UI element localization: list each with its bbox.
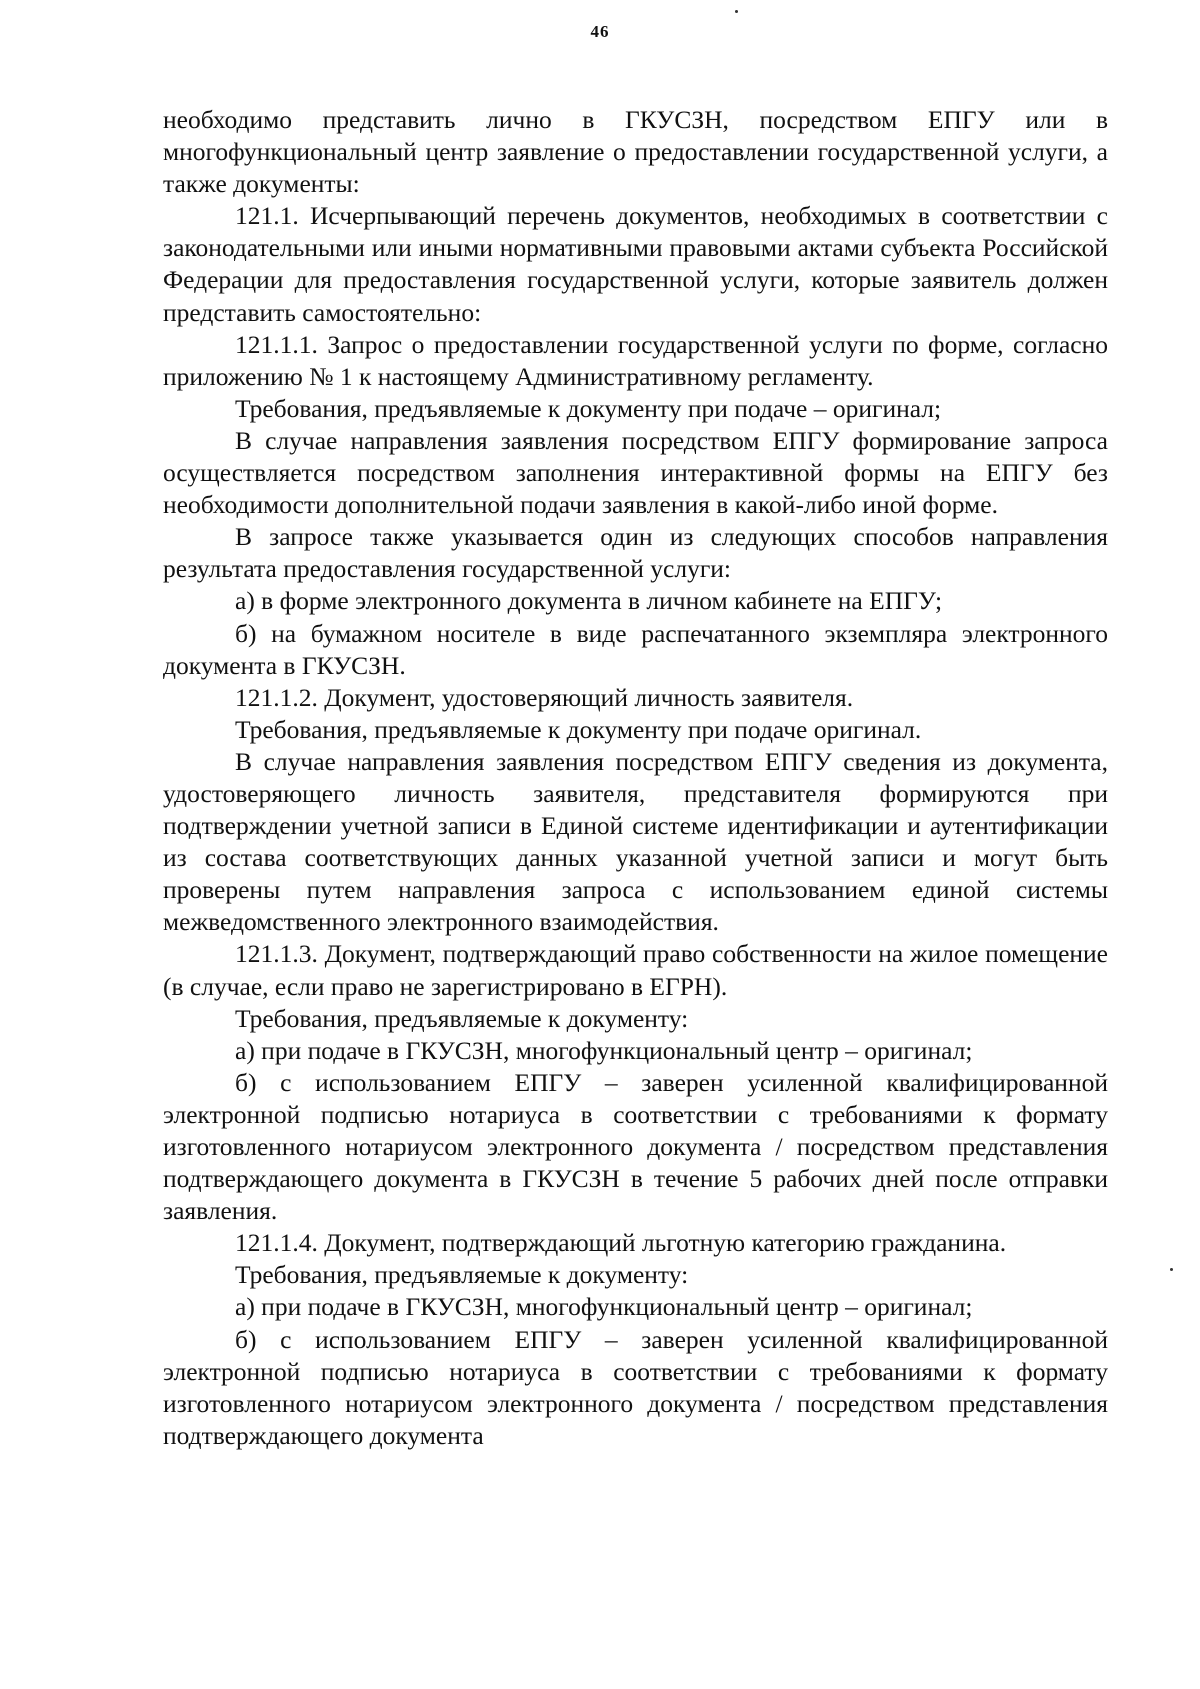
paragraph-req-b: б) с использованием ЕПГУ – заверен усиленной квалифицированной электронной подписью нотариуса в соответствии с требованиями к формату изготовленного нотариусом электронного документа / посредством представления подтверждающего документа в ГКУСЗН в течение 5 рабочих дней после отправки заявления. xyxy=(163,1067,1108,1226)
paragraph-req-b-2: б) с использованием ЕПГУ – заверен усиленной квалифицированной электронной подписью нотариуса в соответствии с требованиями к формату изготовленного нотариусом электронного документа / посредством представления подтверждающего документа xyxy=(163,1324,1108,1450)
scan-speck xyxy=(1170,1268,1173,1271)
paragraph-option-b: б) на бумажном носителе в виде распечатанного экземпляра электронного документа в ГКУСЗН. xyxy=(163,618,1108,680)
scan-speck xyxy=(735,10,738,13)
paragraph-req-a-2: а) при подаче в ГКУСЗН, многофункциональный центр – оригинал; xyxy=(235,1292,973,1322)
paragraph-result-method: В запросе также указывается один из следующих способов направления результата предоставления государственной услуги: xyxy=(163,522,1108,584)
paragraph-option-a: а) в форме электронного документа в личном кабинете на ЕПГУ; xyxy=(235,586,943,616)
paragraph-intro: необходимо представить лично в ГКУСЗН, посредством ЕПГУ или в многофункциональный центр заявление о предоставлении государственной услуги, а также документы: xyxy=(163,105,1108,199)
paragraph-requirements-original: Требования, предъявляемые к документу при подаче – оригинал; xyxy=(235,393,942,423)
paragraph-requirements-header-2: Требования, предъявляемые к документу: xyxy=(235,1260,689,1290)
paragraph-requirements-original-2: Требования, предъявляемые к документу при подаче оригинал. xyxy=(235,714,922,744)
document-body xyxy=(163,104,1108,1452)
paragraph-identity-esia: В случае направления заявления посредством ЕПГУ сведения из документа, удостоверяющего личность заявителя, представителя формируются при подтверждении учетной записи в Единой системе идентификации и аутентификации из состава соответствующих данных указанной учетной записи и могут быть проверены путем направления запроса с использованием единой системы межведомственного электронного взаимодействия. xyxy=(163,746,1108,937)
paragraph-requirements-header: Требования, предъявляемые к документу: xyxy=(235,1003,689,1033)
paragraph-121-1-2: 121.1.2. Документ, удостоверяющий личность заявителя. xyxy=(235,682,854,712)
page-number: 46 xyxy=(590,22,610,41)
paragraph-req-a: а) при подаче в ГКУСЗН, многофункциональный центр – оригинал; xyxy=(235,1035,973,1065)
paragraph-epgu-form: В случае направления заявления посредством ЕПГУ формирование запроса осуществляется посредством заполнения интерактивной формы на ЕПГУ без необходимости дополнительной подачи заявления в какой-либо иной форме. xyxy=(163,425,1108,520)
paragraph-121-1: 121.1. Исчерпывающий перечень документов, необходимых в соответствии с законодательными или иными нормативными правовыми актами субъекта Российской Федерации для предоставления государственной услуги, которые заявитель должен представить самостоятельно: xyxy=(163,201,1108,327)
paragraph-121-1-1: 121.1.1. Запрос о предоставлении государственной услуги по форме, согласно приложению № 1 к настоящему Административному регламенту. xyxy=(163,329,1108,391)
paragraph-121-1-3: 121.1.3. Документ, подтверждающий право собственности на жилое помещение (в случае, если право не зарегистрировано в ЕГРН). xyxy=(163,939,1108,1001)
paragraph-121-1-4: 121.1.4. Документ, подтверждающий льготную категорию гражданина. xyxy=(235,1228,1007,1258)
